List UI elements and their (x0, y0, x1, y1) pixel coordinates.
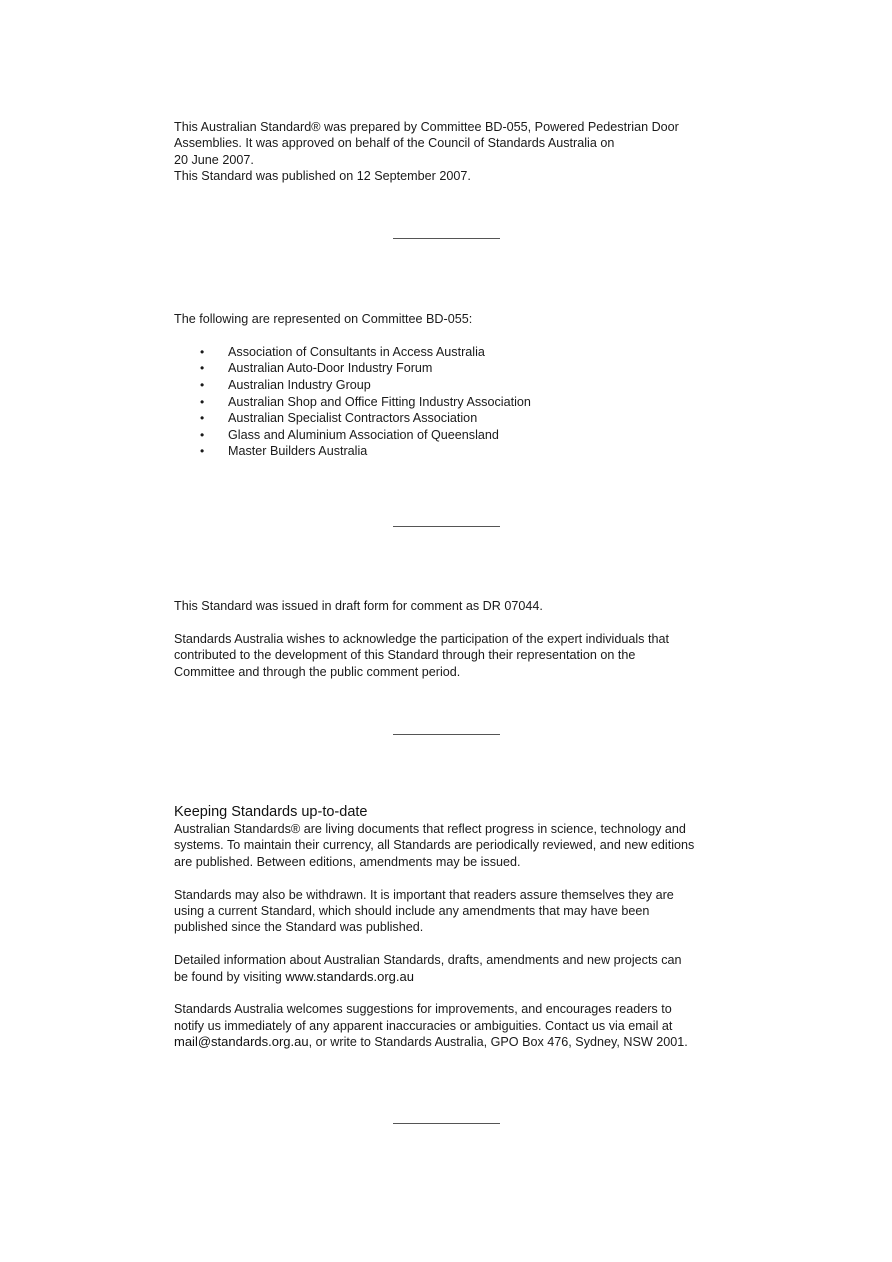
email-link[interactable]: mail@standards.org.au (174, 1034, 309, 1050)
paragraph-line: Standards Australia welcomes suggestions for improvements, and encourages readers to (174, 1002, 672, 1017)
committee-intro: The following are represented on Committee BD-055: (174, 312, 473, 326)
section-divider (393, 1123, 500, 1124)
bullet-icon: • (200, 344, 205, 359)
list-item (174, 377, 734, 394)
member-name: Australian Shop and Office Fitting Industry Association (228, 394, 531, 409)
paragraph-text: be found by visiting (174, 969, 286, 984)
approval-line: This Australian Standard® was prepared by Committee BD-055, Powered Pedestrian Door (174, 120, 679, 134)
paragraph-line (174, 969, 734, 985)
bullet-icon: • (200, 361, 205, 376)
bullet-icon: • (200, 394, 205, 409)
section-heading: Keeping Standards up-to-date (174, 804, 368, 820)
committee-member-list (174, 344, 734, 460)
paragraph-line: are published. Between editions, amendments may be issued. (174, 854, 521, 869)
bullet-icon: • (200, 377, 205, 392)
bullet-icon: • (200, 444, 205, 459)
list-item (174, 427, 734, 444)
member-name: Australian Industry Group (228, 377, 371, 392)
member-name: Australian Auto-Door Industry Forum (228, 361, 433, 376)
approval-line: 20 June 2007. (174, 152, 254, 167)
acknowledgement-line: contributed to the development of this Standard through their representation on the (174, 648, 636, 663)
list-item (174, 344, 734, 361)
acknowledgement-line: Committee and through the public comment period. (174, 664, 461, 679)
paragraph-line: notify us immediately of any apparent inaccuracies or ambiguities. Contact us via email at (174, 1018, 673, 1033)
member-name: Australian Specialist Contractors Association (228, 411, 478, 426)
list-item (174, 394, 734, 411)
section-divider (393, 238, 500, 239)
paragraph-line: published since the Standard was published. (174, 920, 424, 935)
bullet-icon: • (200, 411, 205, 426)
approval-line: Assemblies. It was approved on behalf of the Council of Standards Australia on (174, 136, 615, 151)
list-item (174, 410, 734, 427)
paragraph-line: Australian Standards® are living documents that reflect progress in science, technology and (174, 822, 686, 836)
list-item (174, 443, 734, 460)
acknowledgement-line: Standards Australia wishes to acknowledge the participation of the expert individuals that (174, 631, 669, 646)
paragraph-line: using a current Standard, which should include any amendments that may have been (174, 904, 650, 919)
paragraph-line: Detailed information about Australian Standards, drafts, amendments and new projects can (174, 953, 682, 968)
uptodate-section (174, 804, 734, 1051)
bullet-icon: • (200, 427, 205, 442)
section-divider (393, 734, 500, 735)
publication-line: This Standard was published on 12 September 2007. (174, 169, 471, 184)
list-item (174, 360, 734, 377)
website-link[interactable]: www.standards.org.au (285, 968, 414, 984)
paragraph-line: systems. To maintain their currency, all Standards are periodically reviewed, and new editions (174, 838, 695, 853)
draft-section (174, 598, 734, 680)
member-name: Association of Consultants in Access Australia (228, 344, 485, 359)
section-divider (393, 526, 500, 527)
member-name: Glass and Aluminium Association of Queensland (228, 427, 499, 442)
paragraph-line: Standards may also be withdrawn. It is important that readers assure themselves they are (174, 887, 674, 902)
approval-section (174, 119, 734, 185)
paragraph-text: , or write to Standards Australia, GPO Box 476, Sydney, NSW 2001. (308, 1035, 688, 1050)
committee-section (174, 311, 734, 460)
member-name: Master Builders Australia (228, 444, 368, 459)
paragraph-line (174, 1034, 734, 1050)
draft-issued-text: This Standard was issued in draft form for comment as DR 07044. (174, 599, 543, 613)
